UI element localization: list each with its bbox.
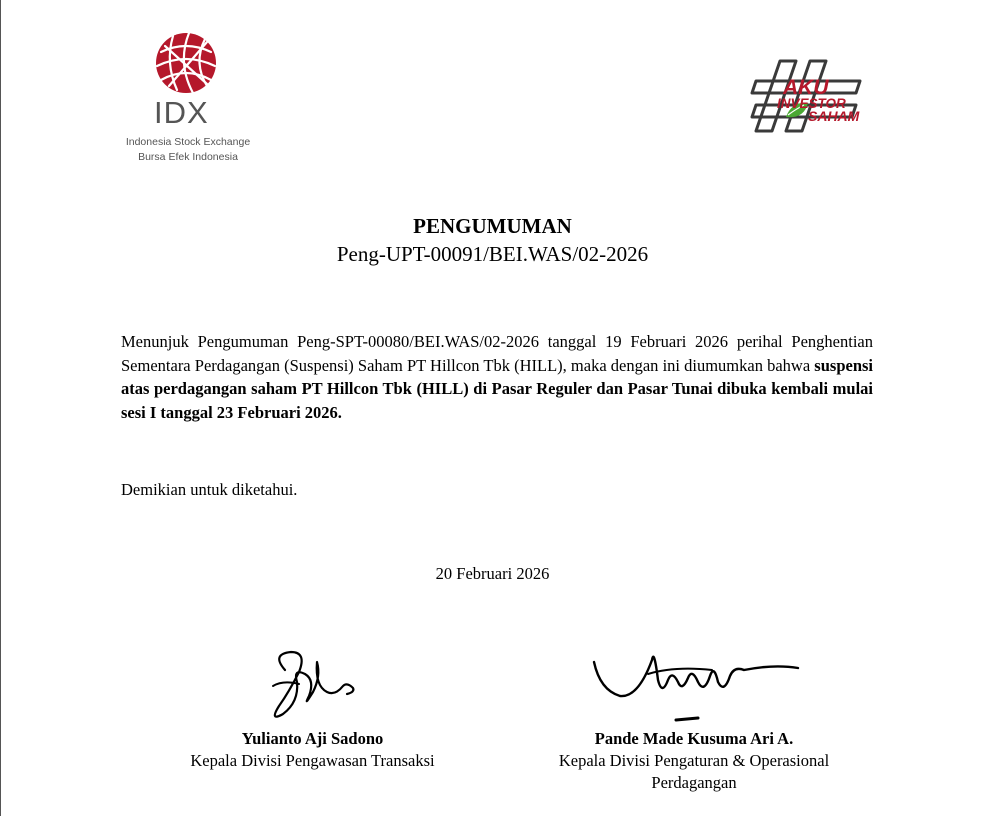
- idx-logo: [118, 30, 258, 166]
- signatory-right-role: Kepala Divisi Pengaturan & Operasional Perdagangan: [558, 751, 830, 792]
- signatory-left: [160, 640, 465, 772]
- idx-tagline-indonesian: Bursa Efek Indonesia: [138, 151, 238, 163]
- idx-globe-icon: [155, 32, 217, 94]
- body-emphasis-text: suspensi atas perdagangan saham PT Hillcon Tbk (HILL) di Pasar Reguler dan Pasar Tunai dibuka kembali mulai sesi I tanggal 23 Februari 2026.: [121, 355, 873, 422]
- signature-left-icon: [243, 640, 383, 728]
- campaign-word-aku: AKU: [783, 76, 829, 99]
- aku-investor-saham-logo: [750, 55, 876, 137]
- signatory-left-role: Kepala Divisi Pengawasan Transaksi: [190, 751, 435, 770]
- campaign-word-investor: INVESTOR: [777, 96, 846, 111]
- signature-right-icon: [584, 640, 804, 728]
- announcement-body: [121, 330, 873, 424]
- campaign-word-saham: SAHAM: [808, 108, 860, 124]
- page-edge: [0, 0, 1, 816]
- announcement-title: PENGUMUMAN: [413, 214, 572, 238]
- announcement-reference: Peng-UPT-00091/BEI.WAS/02-2026: [336, 242, 649, 266]
- idx-wordmark: IDX: [154, 95, 209, 130]
- idx-tagline-english: Indonesia Stock Exchange: [125, 136, 251, 148]
- signatory-left-name: Yulianto Aji Sadono: [241, 729, 384, 748]
- announcement-heading: [0, 212, 985, 268]
- signatory-right: [530, 640, 858, 794]
- closing-statement: Demikian untuk diketahui.: [121, 480, 298, 499]
- announcement-date: 20 Februari 2026: [435, 564, 550, 583]
- signatory-right-name: Pande Made Kusuma Ari A.: [594, 729, 794, 748]
- body-intro-text: Menunjuk Pengumuman Peng-SPT-00080/BEI.WAS/02-2026 tanggal 19 Februari 2026 perihal Penghentian Sementara Perdagangan (Suspensi) Saham PT Hillcon Tbk (HILL), maka dengan ini diumumkan bahwa: [121, 332, 873, 375]
